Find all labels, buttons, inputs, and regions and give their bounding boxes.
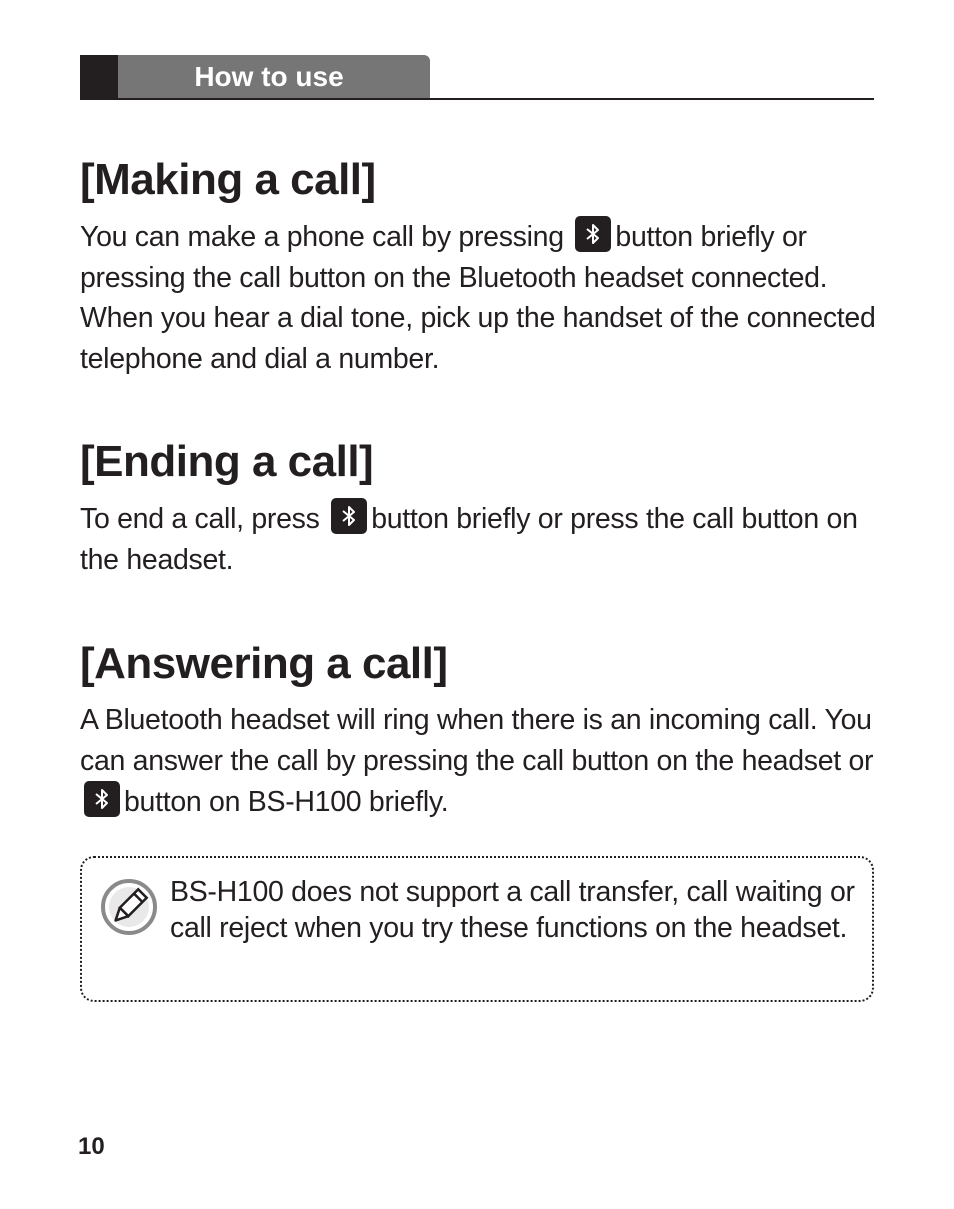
bluetooth-button-icon <box>575 216 611 252</box>
body-text-before: You can make a phone call by pressing <box>80 221 564 253</box>
section-header <box>80 55 874 100</box>
note-box <box>80 856 874 1002</box>
bluetooth-button-icon <box>331 498 367 534</box>
body-text-before: To end a call, press <box>80 503 320 535</box>
note-text: BS-H100 does not support a call transfer, call waiting or call reject when you try these functions on the headset. <box>170 876 855 944</box>
section-ending-a-call <box>80 436 880 580</box>
section-heading: [Making a call] <box>80 155 376 204</box>
bluetooth-button-icon <box>84 781 120 817</box>
body-text-before: A Bluetooth headset will ring when there is an incoming call. You can answer the call by pressing the call button on the headset or <box>80 704 874 777</box>
body-text-after: button on BS-H100 briefly. <box>124 786 449 818</box>
header-rule <box>80 98 874 100</box>
section-heading: [Ending a call] <box>80 437 374 486</box>
page-number: 10 <box>78 1133 105 1160</box>
header-marker-block <box>80 55 118 98</box>
section-body <box>80 498 880 580</box>
pencil-note-icon <box>100 878 158 936</box>
body-text-after: button briefly or press the call button on the headset. <box>80 503 858 576</box>
section-body <box>80 216 880 379</box>
header-tab <box>118 55 430 98</box>
header-title: How to use <box>194 61 344 92</box>
section-heading: [Answering a call] <box>80 639 448 688</box>
section-answering-a-call <box>80 638 880 823</box>
section-making-a-call <box>80 154 880 379</box>
section-body <box>80 700 880 823</box>
body-text-after: button briefly or pressing the call button on the Bluetooth headset connected. When you hear a dial tone, pick up the handset of the connected telephone and dial a number. <box>80 221 876 375</box>
